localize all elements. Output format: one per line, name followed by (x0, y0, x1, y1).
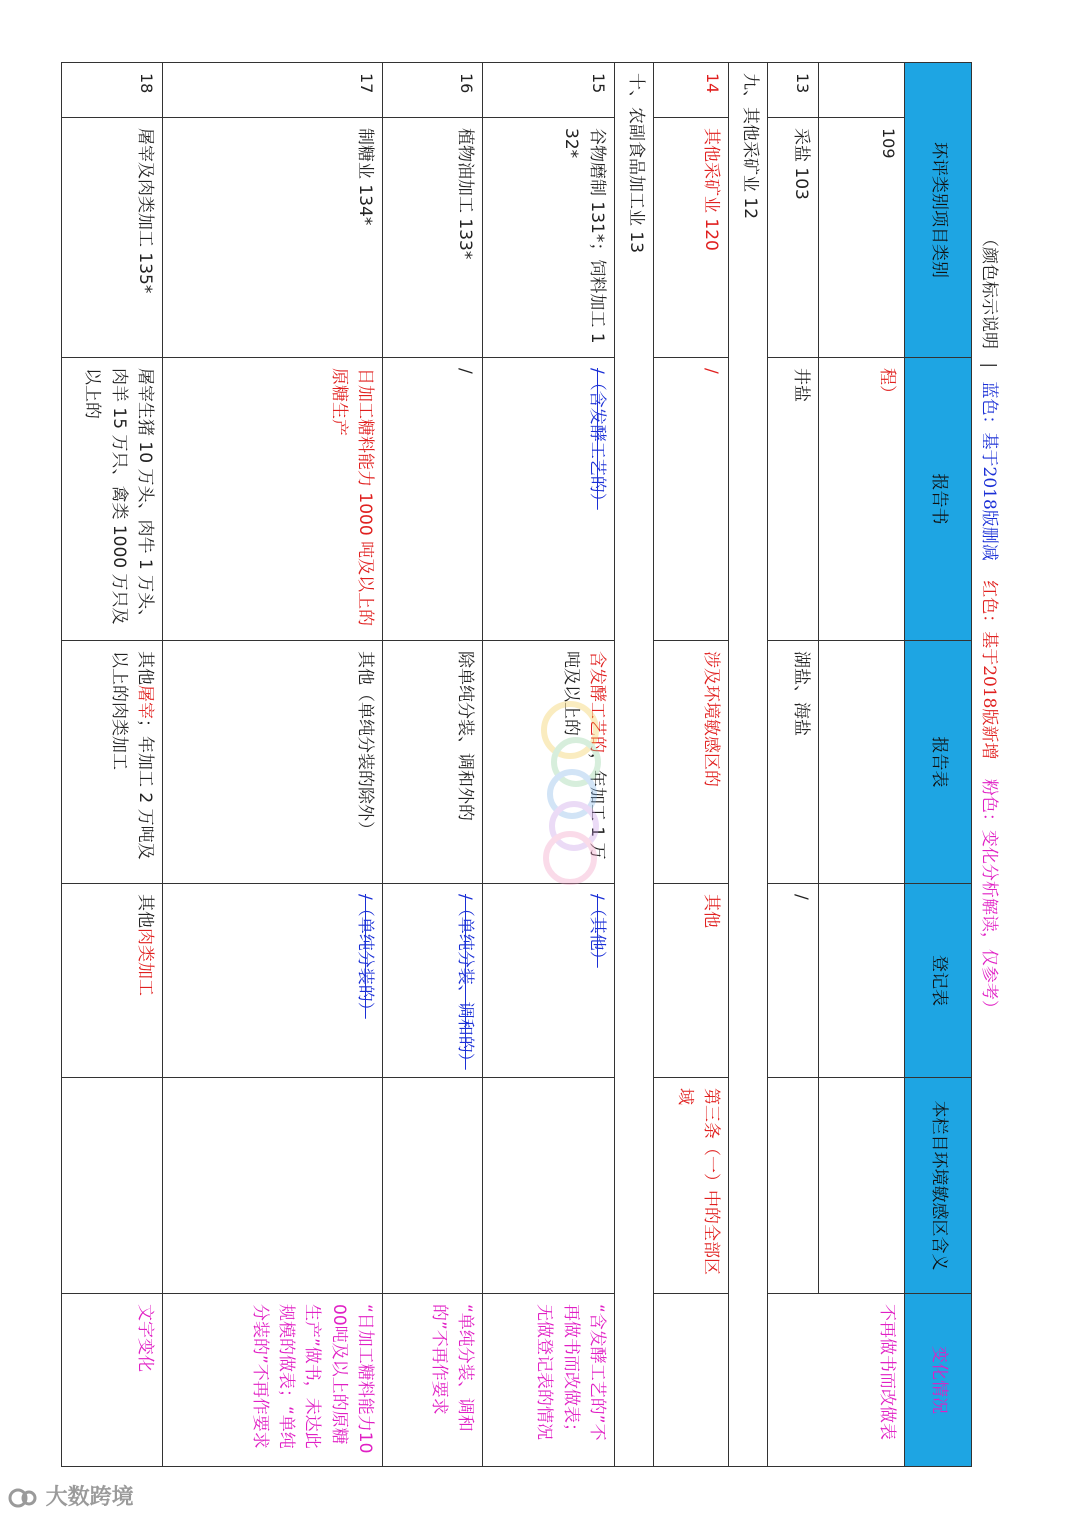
brand-logo-icon (8, 1486, 38, 1510)
report-form-cell: 其他（单纯分装的除外） (163, 641, 383, 884)
report-book-cell: 屠宰生猪 10 万头、肉牛 1 万头、肉羊 15 万只、禽类 1000 万只及以上的 (62, 358, 163, 641)
change-cell: 文字变化 (62, 1294, 163, 1467)
legend-red: 红色：基于2018版新增 (979, 580, 999, 760)
table-row (819, 63, 905, 1467)
header-project-category: 环评类别项目类别 (905, 63, 972, 358)
header-report-book: 报告书 (905, 358, 972, 641)
report-book-cell: / (654, 358, 729, 641)
table-row (383, 63, 483, 1467)
sensitive-area-cell (768, 1078, 819, 1294)
row-number: 17 (163, 63, 383, 118)
legend-separator: | (979, 362, 999, 369)
project-name: 109 (819, 118, 905, 358)
report-form-cell: 湖盐、海盐 (768, 641, 819, 884)
report-book-cell: /（含发酵工艺的） (483, 358, 615, 641)
sensitive-area-cell (819, 1078, 905, 1294)
legend-pink: 粉色：变化分析解读，仅参考） (979, 778, 999, 1017)
section-heading: 十、农副食品加工业 13 (615, 63, 654, 1467)
project-name: 谷物磨制 131*；饲料加工 132* (483, 118, 615, 358)
header-report-form: 报告表 (905, 641, 972, 884)
table-row (163, 63, 383, 1467)
registration-cell: / (768, 884, 819, 1078)
sensitive-area-cell (383, 1078, 483, 1294)
header-sensitive-area: 本栏目环境敏感区含义 (905, 1078, 972, 1294)
row-number: 14 (654, 63, 729, 118)
row-number: 15 (483, 63, 615, 118)
project-name: 其他采矿业 120 (654, 118, 729, 358)
table-row (768, 63, 819, 1467)
registration-cell: 其他 (654, 884, 729, 1078)
report-form-red-text: 屠宰 (135, 685, 155, 719)
project-name: 采盐 103 (768, 118, 819, 358)
brand-name: 大数跨境 (45, 1485, 134, 1510)
table-header-row (905, 63, 972, 1467)
row-number: 18 (62, 63, 163, 118)
row-number (819, 63, 905, 118)
registration-cell (819, 884, 905, 1078)
project-name: 屠宰及肉类加工 135* (62, 118, 163, 358)
registration-cell (62, 884, 163, 1078)
registration-cell: /（其他） (483, 884, 615, 1078)
report-book-cell: / (383, 358, 483, 641)
legend-prefix: （颜色标示说明 (979, 230, 999, 349)
report-form-text: ；年加工 2 万吨及以上的肉类加工 (108, 651, 155, 860)
change-cell: “日加工糖料能力1000吨及以上的原糖生产”做书，未达此规模的做表；“单纯分装的”不再作要求 (163, 1294, 383, 1467)
legend-blue: 蓝色：基于2018版删减 (979, 381, 999, 561)
sensitive-area-cell (163, 1078, 383, 1294)
section-row (729, 63, 768, 1467)
sensitive-area-cell: 第三条（一）中的全部区域 (654, 1078, 729, 1294)
table-row (62, 63, 163, 1467)
registration-cell: /（单纯分装、调和的） (383, 884, 483, 1078)
brand-watermark (8, 1480, 134, 1516)
project-name: 植物油加工 133* (383, 118, 483, 358)
project-name: 制糖业 134* (163, 118, 383, 358)
registration-red-text: 肉类加工 (135, 928, 155, 996)
report-book-cell: 程） (819, 358, 905, 641)
registration-cell: /（单纯分装的） (163, 884, 383, 1078)
report-form-cell: 涉及环境敏感区的 (654, 641, 729, 884)
change-cell: 不再做书而改做表 (768, 1294, 905, 1467)
report-form-text: ，年加工 1 万吨及以上的 (560, 651, 607, 860)
sensitive-area-cell (62, 1078, 163, 1294)
sensitive-area-cell (483, 1078, 615, 1294)
table-row (654, 63, 729, 1467)
cloud-watermark-logo (510, 690, 630, 900)
change-cell: “单纯分装、调和的”不再作要求 (383, 1294, 483, 1467)
header-registration-form: 登记表 (905, 884, 972, 1078)
report-form-cell: 除单纯分装、调和外的 (383, 641, 483, 884)
report-form-cell (62, 641, 163, 884)
registration-text: 其他 (135, 894, 155, 928)
report-book-cell: 日加工糖料能力 1000 吨及以上的原糖生产 (163, 358, 383, 641)
change-cell: “含发酵工艺的”不再做书而改做表；无做登记表的情况 (483, 1294, 615, 1467)
report-form-cell (819, 641, 905, 884)
row-number: 13 (768, 63, 819, 118)
header-change: 变化情况 (905, 1294, 972, 1467)
report-form-text: 其他 (135, 651, 155, 685)
row-number: 16 (383, 63, 483, 118)
section-heading: 九、其他采矿业 12 (729, 63, 768, 1467)
color-legend (976, 230, 1002, 1017)
change-cell (654, 1294, 729, 1467)
report-form-red-text: 含发酵工艺的 (587, 651, 607, 753)
report-book-cell: 井盐 (768, 358, 819, 641)
